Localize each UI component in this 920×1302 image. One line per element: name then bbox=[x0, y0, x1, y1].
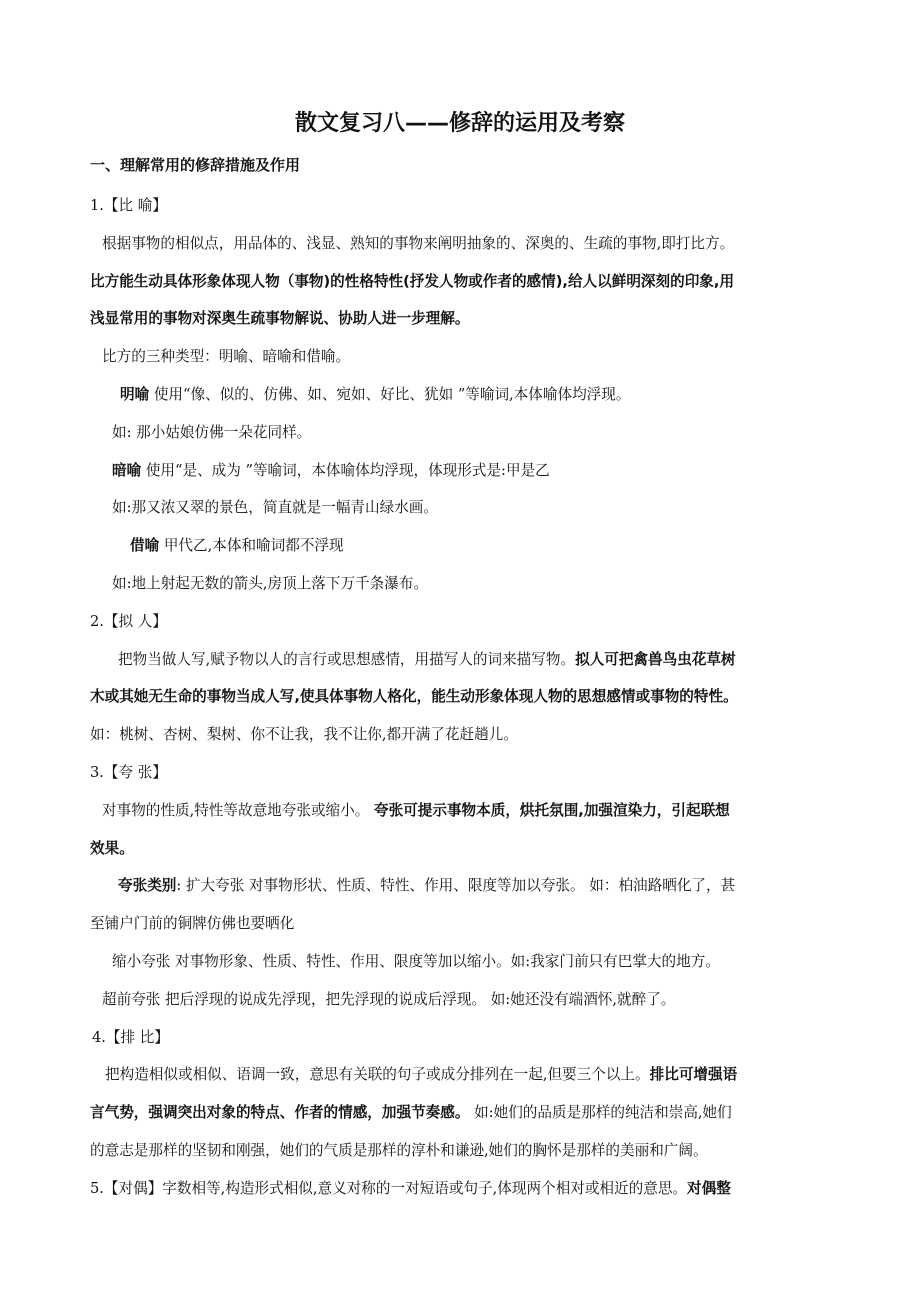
text-line bbox=[0, 263, 920, 301]
text-line bbox=[0, 225, 920, 263]
text-line bbox=[0, 1019, 920, 1057]
bold-text: 拟人可把禽兽鸟虫花草树 bbox=[575, 650, 736, 668]
text-line bbox=[0, 1132, 920, 1170]
text-line bbox=[0, 830, 920, 868]
text-line bbox=[0, 716, 920, 754]
text-line bbox=[0, 1056, 920, 1094]
text: 对事物的性质,特性等故意地夸张或缩小。 bbox=[102, 801, 374, 819]
text: 如：桃树、杏树、梨树、你不让我，我不让你,都开满了花赶趟儿。 bbox=[90, 726, 518, 744]
text: 如:那又浓又翠的景色，简直就是一幅青山绿水画。 bbox=[112, 499, 438, 517]
text: 如:地上射起无数的箭头,房顶上落下万千条瀑布。 bbox=[112, 574, 429, 592]
bold-text: 排比可增强语 bbox=[649, 1066, 738, 1084]
text: 缩小夸张 对事物形象、性质、特性、作用、限度等加以缩小。如:我家门前只有巴掌大的地方。 bbox=[112, 952, 720, 970]
text: 把物当做人写,赋予物以人的言行或思想感情，用描写人的词来描写物。 bbox=[118, 650, 576, 668]
bold-text: 言气势，强调突出对象的特点、作者的情感，加强节奏感。 bbox=[90, 1104, 470, 1122]
bold-text: 效果。 bbox=[90, 839, 134, 857]
text-line bbox=[0, 603, 920, 641]
text: 使用“是、成为 ”等喻词，本体喻体均浮现，体现形式是:甲是乙 bbox=[141, 461, 550, 479]
text-line bbox=[0, 300, 920, 338]
text-line bbox=[0, 754, 920, 792]
bold-text: 比方能生动具体形象体现人物（事物)的性格特性(抒发人物或作者的感情),给人以鲜明深刻的印象,用 bbox=[90, 272, 735, 290]
text: 至铺户门前的铜牌仿佛也要晒化 bbox=[90, 915, 295, 933]
bold-text: 浅显常用的事物对深奥生疏事物解说、协助人进一步理解。 bbox=[90, 310, 470, 328]
text: 的意志是那样的坚韧和刚强，她们的气质是那样的淳朴和谦逊,她们的胸怀是那样的美丽和广阔。 bbox=[90, 1141, 708, 1159]
text-line bbox=[0, 452, 920, 490]
section-heading: 一、理解常用的修辞措施及作用 bbox=[90, 156, 301, 174]
text-line bbox=[0, 187, 920, 225]
text-line bbox=[0, 489, 920, 527]
text: 比方的三种类型：明喻、暗喻和借喻。 bbox=[102, 348, 351, 366]
text-line bbox=[0, 1170, 920, 1208]
text: 甲代乙,本体和喻词都不浮现 bbox=[159, 537, 344, 555]
text-line bbox=[0, 1094, 920, 1132]
text: 把构造相似或相似、语调一致，意思有关联的句子或成分排列在一起,但要三个以上。 bbox=[105, 1066, 650, 1084]
document-title: 散文复习八——修辞的运用及考察 bbox=[294, 111, 625, 136]
text-line bbox=[0, 943, 920, 981]
text: 4.【排 比】 bbox=[92, 1028, 169, 1046]
text-line bbox=[0, 641, 920, 679]
bold-text: 暗喻 bbox=[112, 461, 142, 479]
text: 2.【拟 人】 bbox=[90, 612, 167, 630]
text-line bbox=[0, 792, 920, 830]
text: 使用“像、似的、仿佛、如、宛如、好比、犹如 ”等喻词,本体喻体均浮现。 bbox=[149, 385, 631, 403]
text: : 扩大夸张 对事物形状、性质、特性、作用、限度等加以夸张。 如：柏油路晒化了，甚 bbox=[176, 877, 736, 895]
bold-text: 夸张类别 bbox=[118, 877, 177, 895]
text-line bbox=[0, 338, 920, 376]
bold-text: 借喻 bbox=[130, 537, 160, 555]
text-line bbox=[0, 565, 920, 603]
bold-text: 明喻 bbox=[120, 385, 150, 403]
text: 根据事物的相似点，用品体的、浅显、熟知的事物来阐明抽象的、深奥的、生疏的事物,即打比方。 bbox=[102, 234, 735, 252]
text: 超前夸张 把后浮现的说成先浮现，把先浮现的说成后浮现。 如:她还没有端酒怀,就醉了。 bbox=[102, 990, 676, 1008]
text-line bbox=[0, 678, 920, 716]
bold-text: 木或其她无生命的事物当成人写,使具体事物人格化，能生动形象体现人物的思想感情或事物的特性。 bbox=[90, 688, 738, 706]
document-body bbox=[0, 187, 920, 1208]
bold-text: 对偶整 bbox=[687, 1179, 731, 1197]
text-line bbox=[0, 905, 920, 943]
bold-text: 夸张可提示事物本质，烘托氛围,加强渲染力，引起联想 bbox=[373, 801, 730, 819]
text-line bbox=[0, 527, 920, 565]
text-line bbox=[0, 981, 920, 1019]
text-line bbox=[0, 376, 920, 414]
text-line bbox=[0, 867, 920, 905]
text: 3.【夸 张】 bbox=[90, 763, 167, 781]
text: 如: 那小姑娘仿佛一朵花同样。 bbox=[112, 423, 312, 441]
text: 如:她们的品质是那样的纯洁和崇高,她们 bbox=[469, 1104, 732, 1122]
text-line bbox=[0, 414, 920, 452]
text: 5.【对偶】字数相等,构造形式相似,意义对称的一对短语或句子,体现两个相对或相近的意思。 bbox=[90, 1179, 688, 1197]
text: 1.【比 喻】 bbox=[90, 197, 167, 214]
